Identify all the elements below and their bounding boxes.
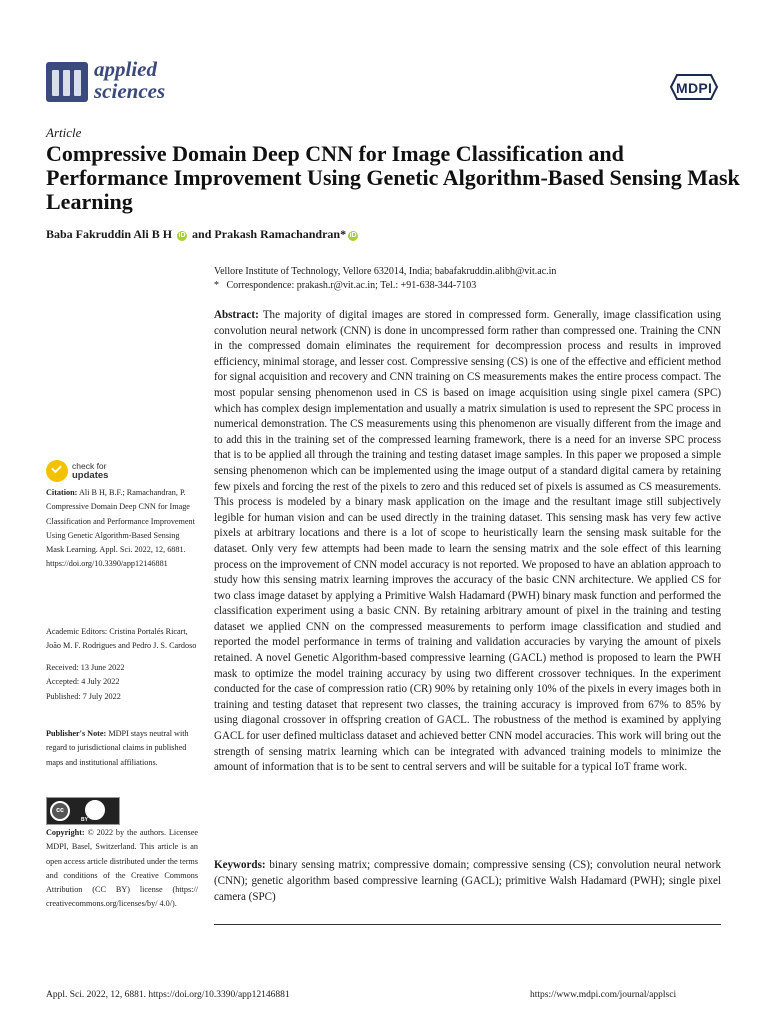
- author-name[interactable]: Baba Fakruddin Ali B H: [46, 227, 173, 241]
- keywords-text: binary sensing matrix; compressive domain; compressive sensing (CS); convolution neural network (CNN); genetic algorithm based compressive learning (GACL); primitive Walsh Hadamard (PWH); single pixel camera (SPC): [214, 859, 721, 903]
- orcid-icon[interactable]: iD: [349, 232, 357, 239]
- abstract-label: Abstract:: [214, 309, 259, 321]
- citation: Citation: Ali B H, B.F.; Ramachandran, P. Compressive Domain Deep CNN for Image Classification and Performance Improvement Using Genetic Algorithm-Based Sensing Mask Learning. Appl. Sci. 2022, 12, 6881. https://doi.org/10.3390/app12146881: [46, 488, 195, 569]
- author-name[interactable]: Prakash Ramachandran: [214, 227, 341, 241]
- journal-logo: [46, 57, 196, 106]
- publication-dates: [46, 647, 198, 704]
- author-list: Baba Fakruddin Ali B H iD and Prakash Ramachandran* iD: [46, 227, 357, 241]
- orcid-icon[interactable]: iD: [178, 232, 186, 239]
- received-date: Received: 13 June 2022: [46, 663, 125, 672]
- publisher-note: Publisher's Note: MDPI stays neutral with regard to jurisdictional claims in published maps and institutional affiliations.: [46, 729, 189, 767]
- academic-editors: Academic Editors: Cristina Portalés Ricart, João M. F. Rodrigues and Pedro J. S. Cardoso: [46, 627, 197, 651]
- journal-logo-icon: [46, 62, 88, 102]
- check-for-updates-button[interactable]: check for updates: [46, 460, 166, 484]
- divider: [214, 924, 721, 925]
- cc-icon: cc: [50, 801, 70, 821]
- article-type: Article: [46, 125, 82, 140]
- journal-name: applied sciences: [94, 57, 166, 103]
- affiliation: Vellore Institute of Technology, Vellore 632014, India; babafakruddin.alibh@vit.ac.in * Correspondence: prakash.r@vit.ac.in; Tel.: +91-638-344-7103: [214, 266, 557, 291]
- accepted-date: Accepted: 4 July 2022: [46, 677, 120, 687]
- cc-by-license-badge[interactable]: cc BY: [46, 797, 120, 825]
- keywords-label: Keywords:: [214, 859, 266, 871]
- keywords: [214, 857, 721, 905]
- footer-citation[interactable]: Appl. Sci. 2022, 12, 6881. https://doi.org/10.3390/app12146881: [46, 990, 290, 1000]
- person-icon: [85, 800, 105, 820]
- paper-title: Compressive Domain Deep CNN for Image Classification and Performance Improvement Using Genetic Algorithm-Based Sensing Mask Learning: [46, 141, 740, 214]
- publisher-logo: MDPI: [668, 73, 720, 101]
- journal-url-link[interactable]: https://www.mdpi.com/journal/applsci: [530, 990, 677, 1000]
- copyright: Copyright: © 2022 by the authors. Licensee MDPI, Basel, Switzerland. This article is an open access article distributed under the terms and conditions of the Creative Commons Attribution (CC BY) license (https:// creativecommons.org/licenses/by/ 4.0/).: [46, 828, 199, 909]
- abstract-text: The majority of digital images are stored in compressed form. Generally, image classification using convolution neural network (CNN) is done in uncompressed form rather than compressed one. Training the CNN in the compressed domain eliminates the requirement for decompression process and results in improved efficiency, minimal storage, and lesser cost. Compressive sensing (CS) is one of the effective and efficient method for signal acquisition and recovery and CNN training on CS measurements makes the entire process compact. The most popular sensing phenomenon used in CS is based on image acquisition using single pixel camera (SPC) which has complex design implementation and usually a matrix simulation is used to represent the SPC process in numerical demonstration. The CS measurements using this phenomenon are visually different from the image and to add this in the training set of the compressed learning framework, there is a need for an inverse SPC process that is to be applied all through the training and testing dataset image samples. In this paper we proposed a simple sensing phenomenon which can be implemented using the image output of a standard digital camera by retaining few pixels and forcing the rest of the pixels to zero and this reduced set of pixels is assumed as CS measurements. This process is modeled by a binary mask application on the image and the resultant image still subjectively legible for human vision and can be used directly in the training dataset. This sensing mask has very few active pixels at arbitrary locations and there is a lot of scope to heuristically learn the sensing mask suitable for the dataset. Only very few attempts had been made to learn the sensing matrix and the sole effect of this learning process on the improvement of CNN model accuracy is not reported. We proposed to have an ablation approach to study how this sensing matrix learning improves the accuracy of the basic CNN architecture. We applied CS for two class image dataset by applying a Primitive Walsh Hadamard (PWH) binary mask function and performed the classification experiment using a basic CNN. By retaining arbitrary amount of pixel in the training and testing dataset we applied CNN on the compressed measurements to perform image classification and studied and reported the model performance in terms of training and validation accuracies by varying the amount of pixels retained. A novel Genetic Algorithm-based compressive learning (GACL) method is proposed to learn the PWH mask to optimize the model training accuracy by using two different crossover techniques. In the experiment conducted for the case of compression ratio (CR) 90% by retaining only 10% of the pixels in every images both in training and testing dataset that represent two classes, the training accuracy is improved from 67% to 85% by using diagonal crossover in offspring creation of GACL. The robustness of the method is examined by applying GACL for user defined multiclass dataset and achieved better CNN model accuracies. This work will bring out the strength of sensing matrix learning which can be integrated with advanced training models to minimize the amount of information that is to be sent to central servers and will be suitable for a typical IoT frame work.: [214, 309, 722, 774]
- check-icon: [46, 460, 68, 482]
- published-date: Published: 7 July 2022: [46, 691, 121, 701]
- abstract: [214, 308, 721, 776]
